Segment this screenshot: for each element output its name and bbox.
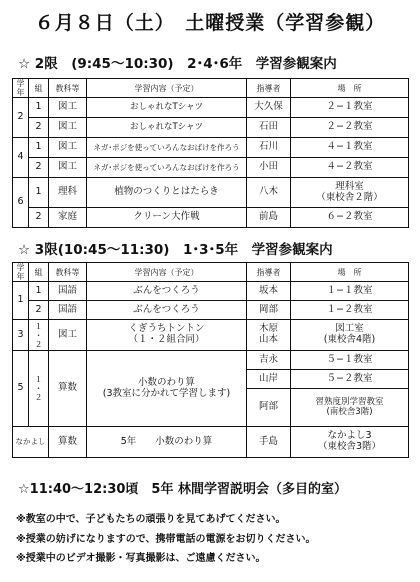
teacher-cell: 石川 <box>247 138 291 158</box>
subject-cell: 図工 <box>49 118 87 138</box>
class-cell: 1 <box>29 98 49 118</box>
place-cell: １−１教室 <box>291 282 409 301</box>
content-cell <box>87 320 247 351</box>
header-content: 学習内容（予定） <box>87 79 247 98</box>
subject-cell: 国語 <box>49 301 87 320</box>
header-class: 組 <box>29 263 49 282</box>
table-row <box>13 178 409 208</box>
teacher-cell: 前島 <box>247 208 291 228</box>
table-row <box>13 208 409 228</box>
table-row <box>13 158 409 178</box>
class-line: ２ <box>34 339 43 349</box>
subject-cell: 図工 <box>49 138 87 158</box>
section2-table <box>12 262 409 458</box>
table-header-row <box>13 263 409 282</box>
subject-cell: 図工 <box>49 98 87 118</box>
section1-heading: ☆ 2限 (9:45〜10:30) 2･4･6年 学習参観案内 <box>18 56 337 72</box>
content-line: 小数のわり算 <box>137 376 195 388</box>
subject-cell: 理科 <box>49 178 87 208</box>
notes-list <box>16 510 316 569</box>
table-row <box>13 427 409 458</box>
class-line: ２ <box>34 393 43 403</box>
place-cell: ５−２教室 <box>291 370 409 389</box>
table-row <box>13 138 409 158</box>
header-subject: 教科等 <box>49 263 87 282</box>
place-cell: ６−２教室 <box>291 208 409 228</box>
header-class: 組 <box>29 79 49 98</box>
subject-cell: 家庭 <box>49 208 87 228</box>
place-line: (南校舎3階) <box>326 406 373 417</box>
class-cell: 2 <box>29 301 49 320</box>
place-cell <box>291 389 409 427</box>
subject-cell: 図工 <box>49 320 87 351</box>
teacher-cell: 坂本 <box>247 282 291 301</box>
content-line: (3教室に分かれて学習します) <box>102 387 231 399</box>
class-cell: 1 <box>29 282 49 301</box>
class-line: ・ <box>34 384 43 394</box>
place-cell <box>291 320 409 351</box>
place-line: 習熟度別学習教室 <box>315 397 384 408</box>
teacher-cell: 岡部 <box>247 301 291 320</box>
class-line: １ <box>34 375 43 385</box>
table-row <box>13 351 409 370</box>
place-cell <box>291 178 409 208</box>
table-row <box>13 282 409 301</box>
grade-cell: 2 <box>13 98 29 138</box>
header-teacher: 指導者 <box>247 79 291 98</box>
section1-table <box>12 78 409 228</box>
table-row <box>13 301 409 320</box>
class-cell: 2 <box>29 208 49 228</box>
note-item: ※授業中のビデオ撮影・写真撮影は、ご遠慮ください。 <box>16 553 266 564</box>
content-cell: クリーン大作戦 <box>87 208 247 228</box>
content-cell: ネガ･ポジを使っていろんなおばけを作ろう <box>87 138 247 158</box>
table-row <box>13 98 409 118</box>
grade-cell: 6 <box>13 178 29 228</box>
header-grade: 学年 <box>13 263 29 282</box>
class-cell: 1 <box>29 178 49 208</box>
content-cell: ぶんをつくろう <box>87 301 247 320</box>
subject-cell: 国語 <box>49 282 87 301</box>
teacher-cell <box>247 320 291 351</box>
table-header-row <box>13 79 409 98</box>
subject-cell: 図工 <box>49 158 87 178</box>
subject-cell: 算数 <box>49 351 87 427</box>
subject-cell: 算数 <box>49 427 87 458</box>
class-cell <box>29 351 49 427</box>
teacher-line: 山本 <box>258 334 278 346</box>
header-teacher: 指導者 <box>247 263 291 282</box>
place-line: 図工室 <box>335 323 364 335</box>
grade-cell: 3 <box>13 320 29 351</box>
grade-cell: なかよし <box>13 427 49 458</box>
place-line: （東校舎3階） <box>317 441 382 453</box>
table-row <box>13 118 409 138</box>
place-line: （東校舎２階） <box>316 191 383 203</box>
place-cell: １−２教室 <box>291 301 409 320</box>
class-line: ・ <box>34 330 43 340</box>
note-item: ※教室の中で、子どもたちの頑張りを見てあげてください。 <box>16 514 286 525</box>
class-cell <box>29 320 49 351</box>
content-cell: 植物のつくりとはたらき <box>87 178 247 208</box>
page-title: ６月８日（土） 土曜授業（学習参観） <box>34 12 386 34</box>
header-grade: 学年 <box>13 79 29 98</box>
header-subject: 教科等 <box>49 79 87 98</box>
teacher-cell: 石田 <box>247 118 291 138</box>
teacher-cell: 小田 <box>247 158 291 178</box>
grade-cell: 1 <box>13 282 29 320</box>
place-cell: ２−１教室 <box>291 98 409 118</box>
content-cell <box>87 351 247 427</box>
teacher-cell: 大久保 <box>247 98 291 118</box>
content-line: くぎうちトントン <box>128 323 205 335</box>
class-cell: 2 <box>29 158 49 178</box>
place-cell: ５−１教室 <box>291 351 409 370</box>
table-row <box>13 320 409 351</box>
header-place: 場 所 <box>291 79 409 98</box>
teacher-line: 木原 <box>258 323 278 335</box>
grade-cell: 4 <box>13 138 29 178</box>
header-place: 場 所 <box>291 263 409 282</box>
content-cell: 5年 小数のわり算 <box>87 427 247 458</box>
teacher-cell: 手島 <box>247 427 291 458</box>
place-line: 理科室 <box>335 180 364 192</box>
place-cell: ４−１教室 <box>291 138 409 158</box>
section2-heading: ☆ 3限(10:45〜11:30) 1･3･5年 学習参観案内 <box>18 242 333 258</box>
place-line: なかよし3 <box>327 430 372 442</box>
content-line: （１・２組合同） <box>128 334 205 346</box>
content-cell: ぶんをつくろう <box>87 282 247 301</box>
place-cell: ４−２教室 <box>291 158 409 178</box>
header-content: 学習内容（予定） <box>87 263 247 282</box>
content-cell: おしゃれなTシャツ <box>87 98 247 118</box>
place-line: (東校舎4階) <box>323 334 376 346</box>
teacher-cell: 吉永 <box>247 351 291 370</box>
place-cell <box>291 427 409 458</box>
teacher-cell: 阿部 <box>247 389 291 427</box>
content-cell: ネガ･ポジを使っていろんなおばけを作ろう <box>87 158 247 178</box>
teacher-cell: 山岸 <box>247 370 291 389</box>
class-cell: 1 <box>29 138 49 158</box>
class-cell: 2 <box>29 118 49 138</box>
place-cell: ２−２教室 <box>291 118 409 138</box>
event-announcement: ☆11:40〜12:30頃 5年 林間学習説明会（多目的室） <box>18 482 347 497</box>
grade-cell: 5 <box>13 351 29 427</box>
teacher-cell: 八木 <box>247 178 291 208</box>
content-cell: おしゃれなTシャツ <box>87 118 247 138</box>
note-item: ※授業の妨げになりますので、携帯電話の電源をお切りください。 <box>16 533 316 545</box>
class-line: １ <box>34 321 43 331</box>
